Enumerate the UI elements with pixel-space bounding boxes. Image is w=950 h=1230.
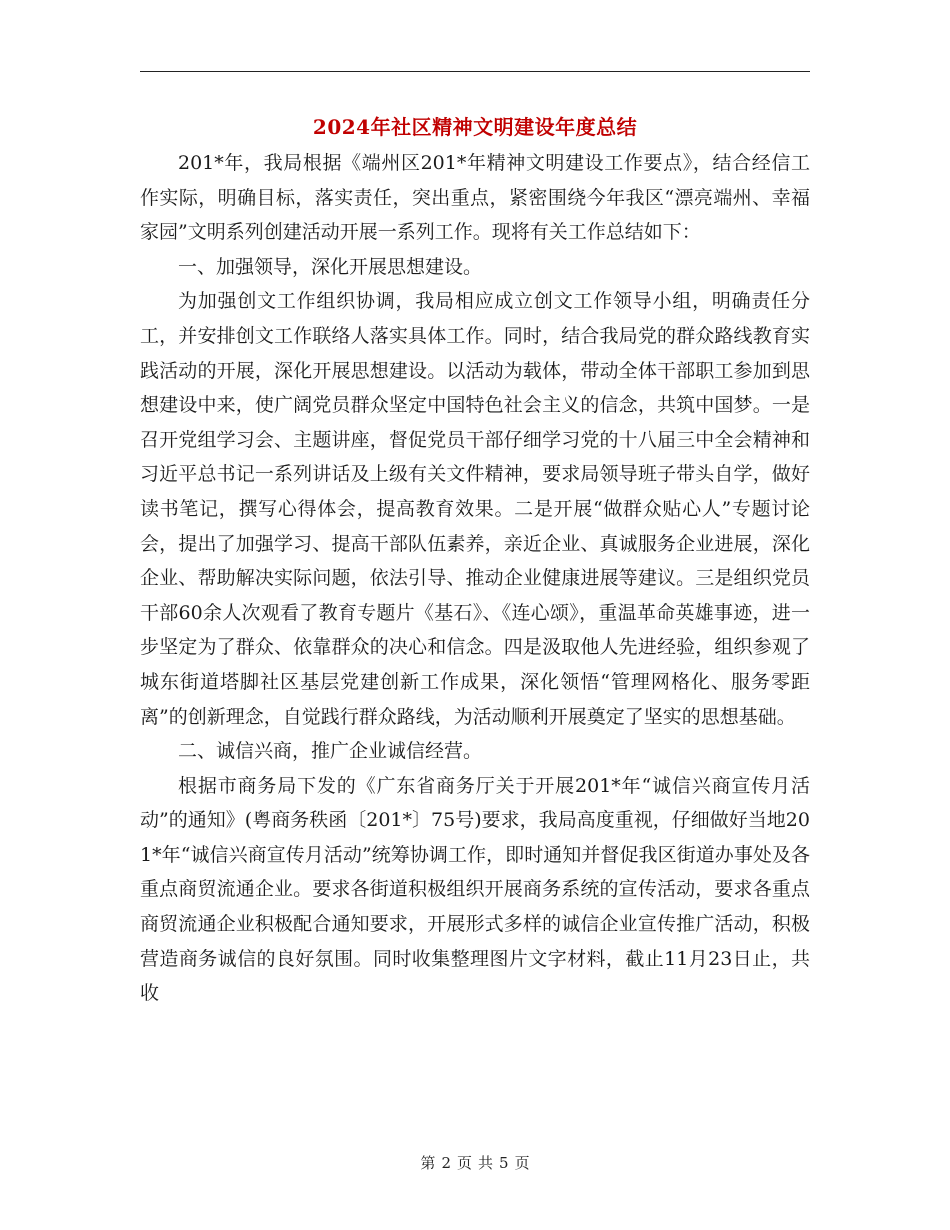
page-total: 5 — [499, 1154, 509, 1172]
intro-paragraph: 201*年，我局根据《端州区201*年精神文明建设工作要点》，结合经信工作实际，明确目标，落实责任，突出重点，紧密围绕今年我区“漂亮端州、幸福家园”文明系列创建活动开展一系列工作。现将有关工作总结如下： — [140, 152, 810, 244]
document-body — [140, 146, 810, 1011]
section-heading-2: 二、诚信兴商，推广企业诚信经营。 — [178, 740, 483, 763]
section-paragraph-1: 为加强创文工作组织协调，我局相应成立创文工作领导小组，明确责任分工，并安排创文工作联络人落实具体工作。同时，结合我局党的群众路线教育实践活动的开展，深化开展思想建设。以活动为载体，带动全体干部职工参加到思想建设中来，使广阔党员群众坚定中国特色社会主义的信念，共筑中国梦。一是召开党组学习会、主题讲座，督促党员干部仔细学习党的十八届三中全会精神和习近平总书记一系列讲话及上级有关文件精神，要求局领导班子带头自学，做好读书笔记，撰写心得体会，提高教育效果。二是开展“做群众贴心人”专题讨论会，提出了加强学习、提高干部队伍素养，亲近企业、真诚服务企业进展，深化企业、帮助解决实际问题，依法引导、推动企业健康进展等建议。三是组织党员干部60余人次观看了教育专题片《基石》、《连心颂》，重温革命英雄事迹，进一步坚定为了群众、依靠群众的决心和信念。四是汲取他人先进经验，组织参观了城东街道塔脚社区基层党建创新工作成果，深化领悟“管理网格化、服务零距离”的创新理念，自觉践行群众路线，为活动顺利开展奠定了坚实的思想基础。 — [140, 290, 810, 728]
page-label-prefix: 第 — [420, 1154, 436, 1172]
page-total-prefix: 共 — [478, 1154, 494, 1172]
header-rule — [140, 71, 810, 72]
page-number-footer — [0, 1152, 950, 1174]
page-current: 2 — [441, 1154, 451, 1172]
section-heading-1: 一、加强领导，深化开展思想建设。 — [178, 255, 483, 278]
section-paragraph-2: 根据市商务局下发的《广东省商务厅关于开展201*年“诚信兴商宣传月活动”的通知》(粤商务秩函〔201*〕75号)要求，我局高度重视，仔细做好当地201*年“诚信兴商宣传月活动”统筹协调工作，即时通知并督促我区街道办事处及各重点商贸流通企业。要求各街道积极组织开展商务系统的宣传活动，要求各重点商贸流通企业积极配合通知要求，开展形式多样的诚信企业宣传推广活动，积极营造商务诚信的良好氛围。同时收集整理图片文字材料，截止11月23日止，共收 — [140, 774, 810, 1005]
page-label-suffix: 页 — [514, 1154, 530, 1172]
page-label-mid: 页 — [456, 1154, 472, 1172]
document-title: 2024年社区精神文明建设年度总结 — [312, 115, 638, 139]
